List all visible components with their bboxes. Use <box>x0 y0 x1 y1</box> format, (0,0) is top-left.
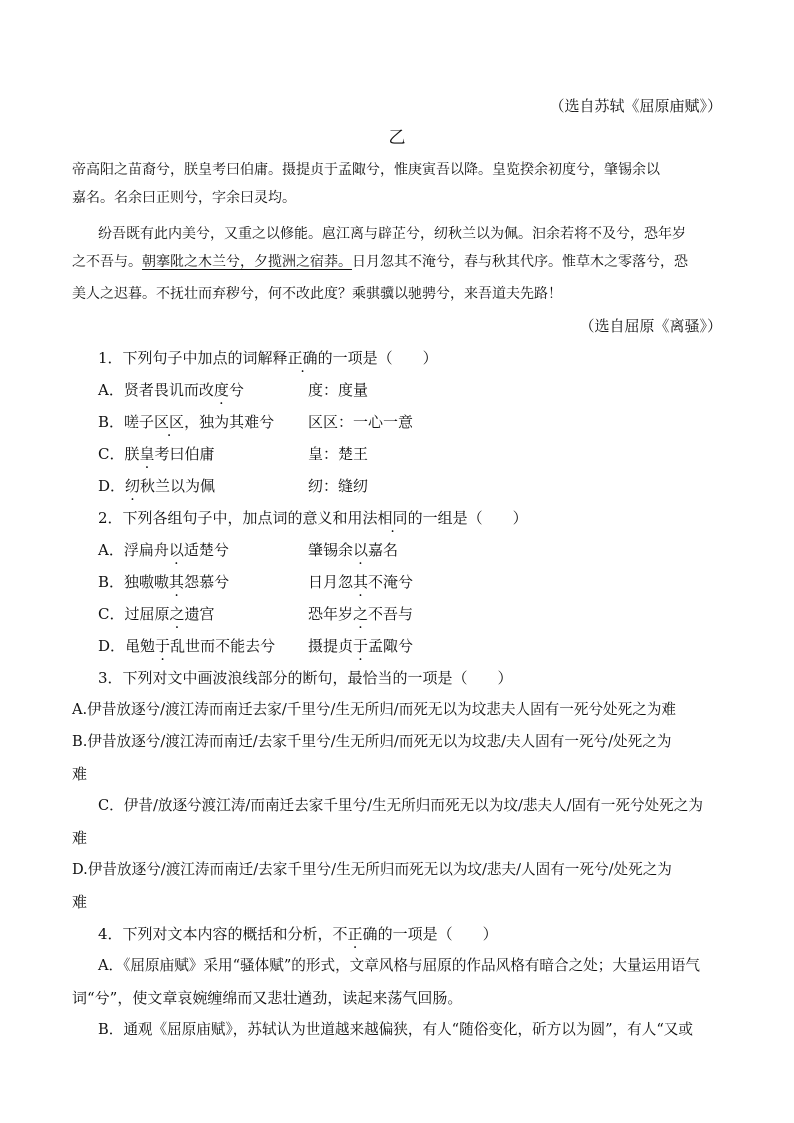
dotted-word: 区区 <box>154 413 185 431</box>
dotted-word: 其 <box>353 573 369 591</box>
stem-text: 2．下列各组句子中，加点词的意义和用法 <box>98 509 378 527</box>
option-gloss: 纫：缝纫 <box>308 477 369 495</box>
passage-line: 嘉名。名余曰正则兮，字余曰灵均。 <box>72 190 296 206</box>
dotted-word: 之 <box>169 605 185 623</box>
option-text: 浮扁舟 <box>123 541 169 559</box>
option-label: D． <box>98 477 126 495</box>
stem-text: 4．下列对文本内容的概括和分析， <box>98 925 333 943</box>
option-gloss: 区区：一心一意 <box>308 413 414 431</box>
dotted-word: 度 <box>213 381 229 399</box>
option-text: 过屈原 <box>124 605 170 623</box>
option-gloss: 度：度量 <box>308 381 369 399</box>
stem-text: 的一项是（ ） <box>317 349 438 367</box>
option-b-cont: 难 <box>72 765 88 783</box>
option-text: 朕 <box>124 445 140 463</box>
dotted-word: 以 <box>353 541 369 559</box>
option-right <box>308 572 413 592</box>
dotted-emphasis: 相同 <box>377 509 408 527</box>
question-stem <box>98 348 438 368</box>
option-text: 日月忽 <box>308 573 354 591</box>
section-title: 乙 <box>388 128 406 148</box>
option-text: 秋兰以为佩 <box>140 477 216 495</box>
passage-text: 日月忽其不淹兮，春与秋其代序。惟草木之零落兮，恐 <box>352 254 688 270</box>
passage-line <box>72 252 688 272</box>
option-label: B． <box>98 413 125 431</box>
option-text: 黾勉 <box>125 637 156 655</box>
option-c-cont: 难 <box>72 829 88 847</box>
question-stem <box>98 508 528 528</box>
option-d-cont: 难 <box>72 893 88 911</box>
option-c: C．伊昔/放逐兮渡江涛/而南迁去家千里兮/生无所归而死无以为坟/悲夫人/固有一死兮处死之为 <box>98 797 703 814</box>
option-text: 嘉名 <box>368 541 399 559</box>
stem-text: 1．下列句子中加点的词解释 <box>98 349 288 367</box>
option-d <box>98 636 718 656</box>
option-text: 不淹兮 <box>368 573 414 591</box>
stem-text: 的一项是（ ） <box>377 925 498 943</box>
option-text: 怨慕兮 <box>184 573 230 591</box>
stem-text: 的一组是（ ） <box>407 509 528 527</box>
option-label: A． <box>98 381 124 399</box>
passage-text: 之不吾与。 <box>72 254 142 270</box>
option-label: A． <box>98 541 124 559</box>
dotted-emphasis: 不正确 <box>332 925 378 943</box>
option-c <box>98 604 718 624</box>
option-right <box>308 604 413 624</box>
passage-line: 帝高阳之苗裔兮，朕皇考曰伯庸。摄提贞于孟陬兮，惟庚寅吾以降。皇览揆余初度兮，肇锡余以 <box>72 162 660 178</box>
option-a: A.伊昔放逐兮/渡江涛而南迁去家/千里兮/生无所归/而死无以为坟悲夫人固有一死兮处死之为难 <box>72 701 677 718</box>
dotted-word: 以 <box>168 541 184 559</box>
option-right <box>308 636 413 656</box>
option-text: 不吾与 <box>368 605 414 623</box>
option-text: 摄提贞 <box>308 637 354 655</box>
option-text: 嗟子 <box>124 413 155 431</box>
source-citation-1: （选自苏轼《屈原庙赋》） <box>549 97 722 115</box>
wavy-underlined-text: 朝搴阰之木兰兮，夕揽洲之宿莽。 <box>142 254 352 270</box>
option-text: 遗宫 <box>184 605 215 623</box>
option-text: 考曰伯庸 <box>154 445 215 463</box>
option-text: 兮 <box>228 381 244 399</box>
dotted-word: 其 <box>169 573 185 591</box>
passage-line: 美人之迟暮。不抚壮而弃秽兮，何不改此度？乘骐骥以驰骋兮，来吾道夫先路！ <box>72 286 562 302</box>
option-a: A．《屈原庙赋》采用“骚体赋”的形式，文章风格与屈原的作品风格有暗合之处；大量运用语气 <box>98 957 700 974</box>
dotted-word: 皇 <box>139 445 155 463</box>
dotted-word: 于 <box>353 637 369 655</box>
option-text: 独嗷嗷 <box>124 573 170 591</box>
option-b: B．通观《屈原庙赋》，苏轼认为世道越来越偏狭，有人“随俗变化，斫方以为圆”，有人“又或 <box>98 1021 693 1038</box>
option-a <box>98 540 718 560</box>
option-text: 贤者畏讥而改 <box>123 381 214 399</box>
dotted-word: 纫 <box>125 477 141 495</box>
option-text: 适楚兮 <box>183 541 229 559</box>
option-label: B． <box>98 573 125 591</box>
option-text: 乱世而不能去兮 <box>170 637 276 655</box>
question-stem <box>98 924 498 944</box>
dotted-word: 于 <box>155 637 171 655</box>
option-c <box>98 444 718 464</box>
dotted-word: 之 <box>353 605 369 623</box>
option-right <box>308 540 398 560</box>
passage-line: 纷吾既有此内美兮，又重之以修能。扈江离与辟芷兮，纫秋兰以为佩。汩余若将不及兮，恐年岁 <box>98 226 686 242</box>
dotted-emphasis: 正确 <box>287 349 318 367</box>
question-stem: 3．下列对文中画波浪线部分的断句，最恰当的一项是（ ） <box>98 669 513 687</box>
option-text: 恐年岁 <box>308 605 354 623</box>
option-b <box>98 572 718 592</box>
option-d <box>98 476 718 496</box>
option-a <box>98 380 718 400</box>
option-text: 肇锡余 <box>308 541 354 559</box>
option-text: 孟陬兮 <box>368 637 414 655</box>
option-d: D.伊昔放逐兮/渡江涛而南迁/去家千里兮/生无所归而死无以为坟/悲夫/人固有一死兮/处死之为 <box>72 861 672 878</box>
option-b: B.伊昔放逐兮/渡江涛而南迁/去家千里兮/生无所归/而死无以为坟悲/夫人固有一死兮/处死之为 <box>72 733 672 750</box>
option-label: C． <box>98 445 125 463</box>
option-gloss: 皇：楚王 <box>308 445 369 463</box>
option-a-cont: 词“兮”，使文章哀婉缠绵而又悲壮遒劲，读起来荡气回肠。 <box>72 989 463 1007</box>
option-label: D． <box>98 637 126 655</box>
option-b <box>98 412 718 432</box>
source-citation-2: （选自屈原《离骚》） <box>579 317 722 335</box>
option-text: ，独为其难兮 <box>184 413 275 431</box>
option-label: C． <box>98 605 125 623</box>
